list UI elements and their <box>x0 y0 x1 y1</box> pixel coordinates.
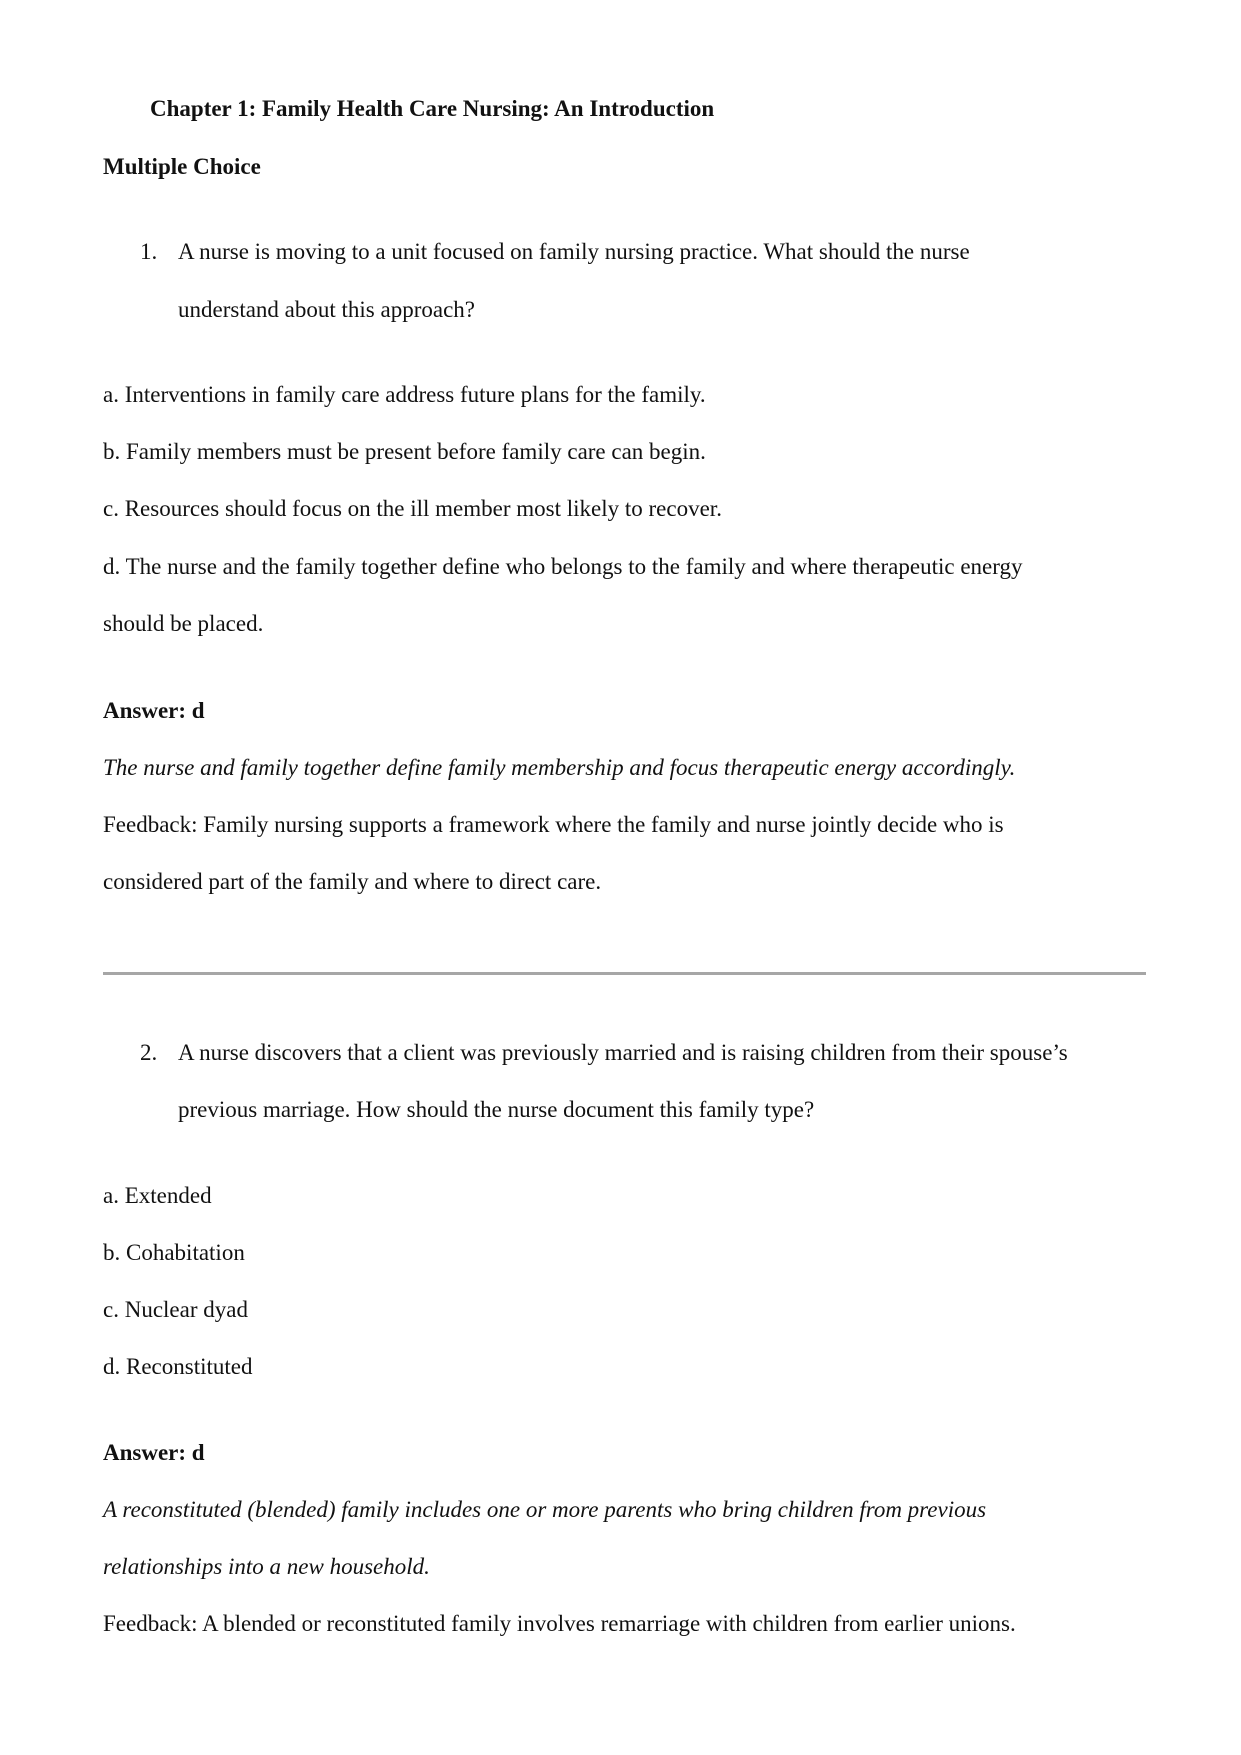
option-d: d. Reconstituted <box>103 1354 253 1379</box>
answer-rationale: The nurse and family together define family membership and focus therapeutic energy accordingly. <box>103 755 1016 780</box>
option-a: a. Extended <box>103 1183 212 1208</box>
question-divider <box>103 972 1146 975</box>
answer-label: Answer: d <box>103 698 205 723</box>
question-stem-line: previous marriage. How should the nurse document this family type? <box>178 1097 815 1122</box>
answer-rationale: relationships into a new household. <box>103 1554 430 1579</box>
option-b: b. Cohabitation <box>103 1240 245 1265</box>
answer-rationale: A reconstituted (blended) family includes one or more parents who bring children from previous <box>103 1497 987 1522</box>
question-stem-line: A nurse discovers that a client was previously married and is raising children from their spouse’s <box>178 1040 1068 1065</box>
question-number: 1. <box>140 239 158 264</box>
question-stem-line: A nurse is moving to a unit focused on family nursing practice. What should the nurse <box>178 239 970 264</box>
question-stem-line: understand about this approach? <box>178 297 475 322</box>
option-b: b. Family members must be present before family care can begin. <box>103 439 706 464</box>
question-number: 2. <box>140 1040 158 1065</box>
option-c: c. Resources should focus on the ill member most likely to recover. <box>103 496 722 521</box>
feedback-line: Feedback: Family nursing supports a framework where the family and nurse jointly decide who is <box>103 812 1004 837</box>
option-a: a. Interventions in family care address future plans for the family. <box>103 382 706 407</box>
feedback-line: Feedback: A blended or reconstituted family involves remarriage with children from earlier unions. <box>103 1611 1016 1636</box>
option-d-continued: should be placed. <box>103 611 264 636</box>
option-d: d. The nurse and the family together define who belongs to the family and where therapeutic energy <box>103 554 1023 579</box>
answer-label: Answer: d <box>103 1440 205 1465</box>
section-title: Multiple Choice <box>103 154 261 179</box>
chapter-title: Chapter 1: Family Health Care Nursing: An Introduction <box>150 96 715 121</box>
option-c: c. Nuclear dyad <box>103 1297 248 1322</box>
feedback-line: considered part of the family and where to direct care. <box>103 869 602 894</box>
